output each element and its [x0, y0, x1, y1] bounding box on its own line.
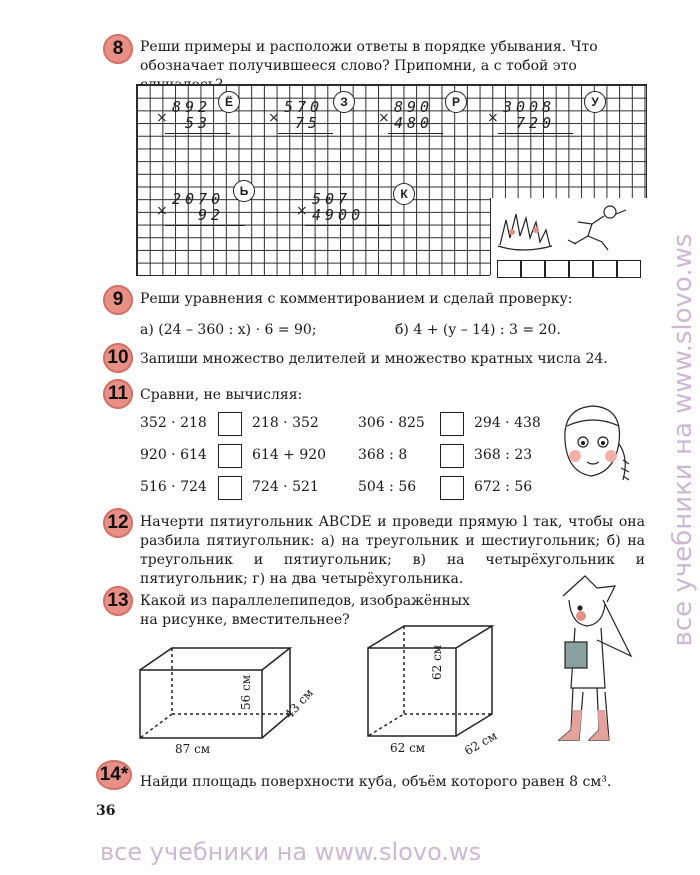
compare-right: 724 · 521 [252, 479, 319, 495]
factor-bottom: 720 [516, 114, 556, 132]
compare-left: 920 · 614 [140, 447, 207, 463]
compare-right: 294 · 438 [474, 415, 541, 431]
compare-right: 218 · 352 [252, 415, 319, 431]
underline [305, 225, 390, 226]
compare-left: 352 · 218 [140, 415, 207, 431]
compare-box[interactable] [440, 412, 464, 436]
underline [165, 225, 245, 226]
hedgehog-and-runner-illustration [492, 200, 642, 255]
equation-a: а) (24 – 360 : x) · 6 = 90; [140, 322, 317, 338]
factor-top: 507 [312, 190, 352, 208]
task-12-text: Начерти пятиугольник ABCDE и проведи прямую l так, чтобы она разбила пятиугольник: а) на треугольник и шестиугольник; б) на треугольник и пятиугольник; в) на четырёхугольник и пятиугольник; г) на два четырёхугольника. [140, 514, 645, 587]
times-sign: × [378, 110, 390, 126]
factor-top: 890 [394, 98, 434, 116]
task-8-text: Реши примеры и расположи ответы в порядке убывания. Что обозначает получившееся слово? Припомни, а с тобой это [140, 39, 598, 74]
task-number-badge: 8 [103, 34, 133, 64]
factor-bottom: 75 [295, 114, 322, 132]
compare-box[interactable] [440, 444, 464, 468]
compare-box[interactable] [218, 476, 242, 500]
task-number-badge: 13 [103, 586, 133, 616]
times-sign: × [156, 110, 168, 126]
compare-left: 504 : 56 [358, 479, 417, 495]
compare-right: 368 : 23 [474, 447, 533, 463]
task-14-text: Найди площадь поверхности куба, объём которого равен 8 см³. [140, 774, 612, 790]
task-10-text: Запиши множество делителей и множество кратных числа 24. [140, 351, 608, 367]
task-number-badge: 14* [96, 760, 132, 790]
dimension-height: 62 см [430, 644, 444, 680]
task-9-text: Реши уравнения с комментированием и сделай проверку: [140, 291, 573, 307]
letter-circle: У [584, 91, 606, 113]
parallelepiped-1 [130, 640, 300, 750]
compare-box[interactable] [218, 444, 242, 468]
letter-circle: К [393, 183, 415, 205]
compare-right: 614 + 920 [252, 447, 327, 463]
compare-left: 368 : 8 [358, 447, 408, 463]
factor-top: 3008 [503, 98, 556, 116]
compare-right: 672 : 56 [474, 479, 533, 495]
compare-box[interactable] [440, 476, 464, 500]
times-sign: × [487, 110, 499, 126]
dimension-length: 87 см [175, 742, 211, 756]
task-13-text: Какой из параллелепипедов, изображённых на рисунке, вместительнее? [140, 593, 470, 628]
compare-left: 516 · 724 [140, 479, 207, 495]
task-number-badge: 9 [103, 285, 133, 315]
times-sign: × [156, 203, 168, 219]
factor-bottom: 4900 [312, 206, 365, 224]
dimension-width: 62 см [462, 728, 500, 759]
dimension-height: 56 см [239, 674, 253, 710]
task-number-badge: 10 [103, 343, 133, 373]
compare-left: 306 · 825 [358, 415, 425, 431]
boy-illustration [545, 570, 640, 750]
factor-top: 2070 [172, 190, 225, 208]
answer-box[interactable] [545, 260, 569, 278]
page-number: 36 [96, 803, 116, 819]
factor-top: 570 [284, 98, 324, 116]
answer-box[interactable] [569, 260, 593, 278]
grid-edge [490, 198, 491, 275]
underline [388, 133, 443, 134]
underline [278, 133, 333, 134]
factor-bottom: 53 [185, 114, 212, 132]
factor-bottom: 92 [198, 206, 225, 224]
underline [165, 133, 230, 134]
dimension-length: 62 см [390, 741, 426, 755]
times-sign: × [296, 203, 308, 219]
watermark-vertical: все учебники на www.slovo.ws [668, 233, 698, 647]
watermark-bottom: все учебники на www.slovo.ws [100, 838, 482, 866]
letter-circle: Ё [218, 91, 240, 113]
girl-face-illustration [553, 400, 633, 490]
task-number-badge: 12 [103, 508, 133, 538]
task-number-badge: 11 [103, 379, 133, 409]
factor-top: 892 [172, 98, 212, 116]
task-11-text: Сравни, не вычисляя: [140, 387, 303, 403]
letter-circle: З [333, 91, 355, 113]
equation-b: б) 4 + (y – 14) : 3 = 20. [395, 322, 561, 338]
times-sign: × [268, 110, 280, 126]
parallelepiped-2 [358, 620, 508, 750]
compare-box[interactable] [218, 412, 242, 436]
letter-circle: Ь [233, 180, 255, 202]
letter-circle: Р [445, 91, 467, 113]
answer-box[interactable] [521, 260, 545, 278]
dimension-width: 43 см [282, 685, 316, 722]
underline [498, 133, 573, 134]
factor-bottom: 480 [394, 114, 434, 132]
answer-box[interactable] [593, 260, 617, 278]
answer-box[interactable] [497, 260, 521, 278]
answer-box[interactable] [617, 260, 641, 278]
